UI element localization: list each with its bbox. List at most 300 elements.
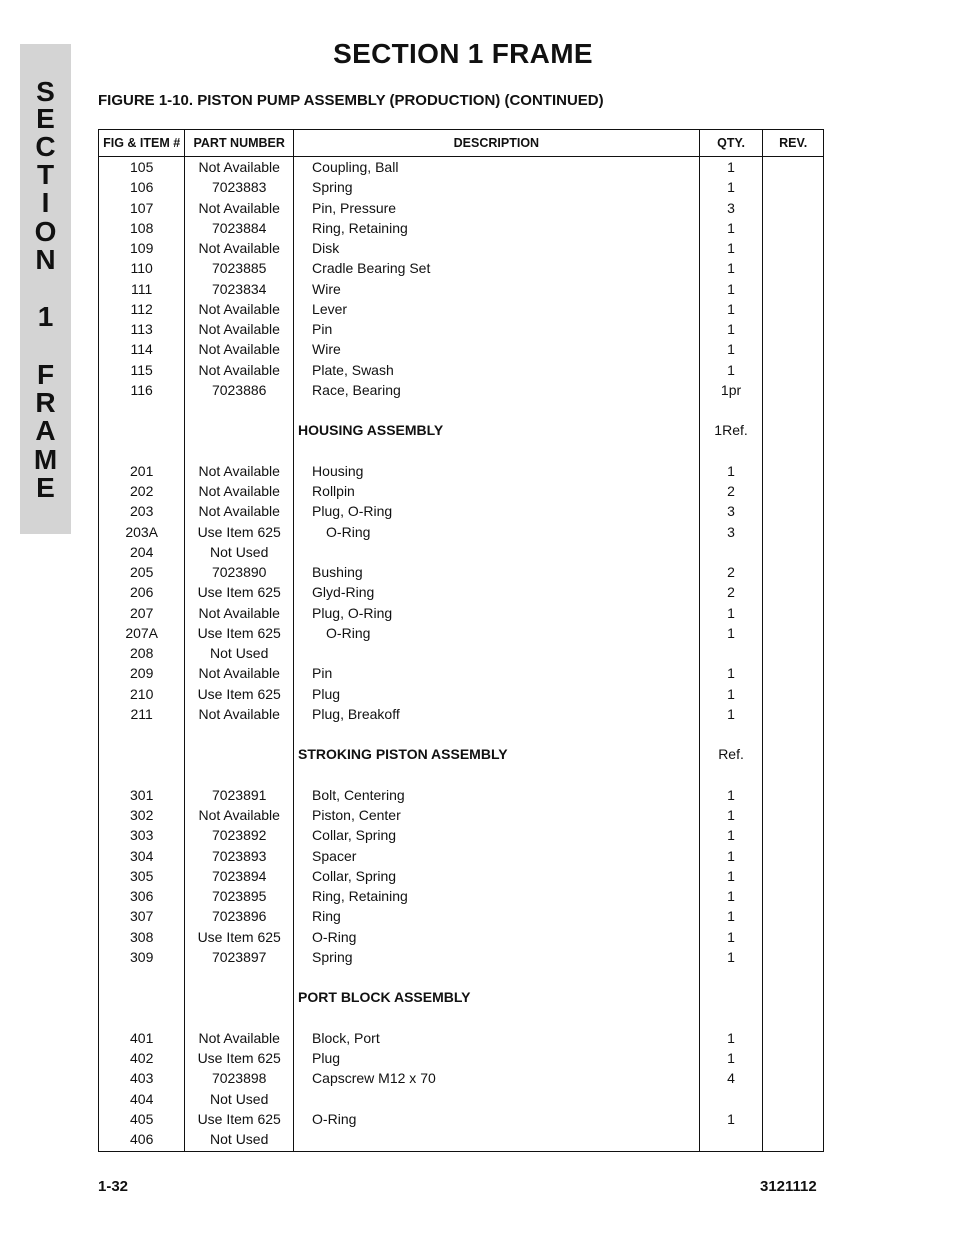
table-row (99, 1008, 824, 1028)
cell-part-number (185, 157, 294, 178)
cell-item-text: 206 (130, 584, 154, 601)
table-row (99, 744, 824, 764)
cell-qty-text: 3 (727, 199, 735, 216)
cell-qty-text: 1 (727, 462, 735, 479)
table-row (99, 441, 824, 461)
side-tab-letter: A (35, 415, 56, 446)
table-row (99, 704, 824, 724)
cell-part-number (185, 704, 294, 724)
cell-qty (699, 947, 763, 967)
cell-qty (699, 157, 763, 178)
table-row (99, 765, 824, 785)
cell-part-number (185, 461, 294, 481)
table-row (99, 177, 824, 197)
cell-part-number-text: 7023897 (211, 948, 267, 965)
cell-part-number (185, 299, 294, 319)
cell-description-text: Bolt, Centering (312, 786, 405, 803)
cell-item (99, 1008, 185, 1028)
cell-description (294, 441, 700, 461)
cell-qty (699, 1028, 763, 1048)
cell-part-number-text: Not Available (198, 321, 280, 338)
cell-qty (699, 177, 763, 197)
cell-description (294, 1109, 700, 1129)
cell-description (294, 258, 700, 278)
table-row (99, 805, 824, 825)
cell-part-number-text: Not Available (198, 503, 280, 520)
cell-description (294, 704, 700, 724)
cell-description (294, 643, 700, 663)
cell-item-text: 105 (130, 159, 154, 176)
cell-item-text: 111 (131, 280, 153, 297)
cell-item (99, 258, 185, 278)
cell-item (99, 623, 185, 643)
cell-rev (763, 157, 824, 178)
cell-rev (763, 501, 824, 521)
table-row (99, 886, 824, 906)
cell-item-text: 405 (130, 1110, 154, 1127)
cell-part-number (185, 218, 294, 238)
cell-qty (699, 663, 763, 683)
cell-qty (699, 501, 763, 521)
cell-rev (763, 542, 824, 562)
cell-qty-text: 1 (727, 685, 735, 702)
cell-part-number-text: 7023893 (211, 847, 267, 864)
cell-item (99, 684, 185, 704)
cell-part-number-text: Not Available (198, 807, 280, 824)
cell-rev (763, 1109, 824, 1129)
cell-item-text: 106 (130, 179, 154, 196)
cell-part-number (185, 1048, 294, 1068)
cell-rev (763, 704, 824, 724)
cell-qty-text: 1 (727, 867, 735, 884)
cell-item-text: 209 (130, 665, 154, 682)
cell-part-number-text: Not Available (198, 300, 280, 317)
cell-rev (763, 724, 824, 744)
cell-rev (763, 319, 824, 339)
cell-description (294, 420, 700, 440)
cell-qty (699, 623, 763, 643)
cell-part-number-text: Not Available (198, 159, 280, 176)
cell-description (294, 360, 700, 380)
table-row (99, 299, 824, 319)
cell-part-number (185, 1068, 294, 1088)
cell-qty-text: 1 (727, 665, 735, 682)
cell-item-text: 205 (130, 564, 154, 581)
cell-qty-text: 1 (727, 300, 735, 317)
cell-part-number-text: Not Available (198, 240, 280, 257)
cell-part-number (185, 663, 294, 683)
cell-qty-text: 1 (727, 948, 735, 965)
cell-rev (763, 258, 824, 278)
cell-rev (763, 947, 824, 967)
cell-item (99, 319, 185, 339)
cell-description-text: Wire (312, 341, 341, 358)
cell-part-number (185, 177, 294, 197)
cell-qty (699, 562, 763, 582)
cell-part-number (185, 522, 294, 542)
cell-item (99, 1089, 185, 1109)
cell-description-text: Plate, Swash (312, 361, 394, 378)
cell-item-text: 403 (130, 1070, 154, 1087)
cell-qty-text: 1 (727, 341, 735, 358)
cell-rev (763, 866, 824, 886)
cell-qty-text: 2 (727, 564, 735, 581)
cell-description-text: Capscrew M12 x 70 (312, 1070, 436, 1087)
cell-description (294, 744, 700, 764)
cell-item (99, 1129, 185, 1152)
cell-qty-text: 1 (727, 908, 735, 925)
cell-part-number (185, 987, 294, 1007)
cell-rev (763, 481, 824, 501)
cell-part-number (185, 279, 294, 299)
cell-description-text: Plug, Breakoff (312, 705, 400, 722)
cell-part-number-text: 7023898 (211, 1070, 267, 1087)
cell-part-number (185, 198, 294, 218)
cell-rev (763, 805, 824, 825)
cell-qty-text: 1 (727, 260, 735, 277)
cell-description-text: Plug (312, 1050, 341, 1067)
header-description: DESCRIPTION (294, 130, 700, 157)
cell-part-number-text: Not Available (198, 604, 280, 621)
cell-part-number-text: 7023886 (211, 381, 267, 398)
side-tab-letter: I (41, 187, 50, 218)
cell-item (99, 380, 185, 400)
cell-description-text: Ring, Retaining (312, 219, 408, 236)
cell-description (294, 319, 700, 339)
cell-qty (699, 481, 763, 501)
cell-description (294, 380, 700, 400)
cell-qty (699, 785, 763, 805)
cell-part-number (185, 724, 294, 744)
cell-part-number (185, 481, 294, 501)
cell-part-number-text: Use Item 625 (197, 928, 281, 945)
cell-description-text (298, 1091, 312, 1107)
cell-description (294, 785, 700, 805)
cell-qty (699, 765, 763, 785)
cell-item (99, 1109, 185, 1129)
cell-item (99, 947, 185, 967)
cell-rev (763, 441, 824, 461)
side-tab-letter: F (36, 359, 55, 390)
cell-part-number-text: Not Used (210, 645, 269, 662)
header-part-number: PART NUMBER (185, 130, 294, 157)
cell-rev (763, 1129, 824, 1152)
cell-description (294, 177, 700, 197)
cell-part-number-text: Not Available (198, 199, 280, 216)
cell-part-number-text: 7023834 (211, 280, 267, 297)
cell-part-number (185, 258, 294, 278)
cell-item (99, 603, 185, 623)
table-row (99, 967, 824, 987)
cell-qty-text: 4 (727, 1070, 735, 1087)
cell-description (294, 279, 700, 299)
table-row (99, 906, 824, 926)
cell-description-text: O-Ring (312, 1110, 357, 1127)
cell-part-number-text: Not Available (198, 483, 280, 500)
table-row (99, 927, 824, 947)
cell-qty-text: 1 (727, 786, 735, 803)
cell-rev (763, 684, 824, 704)
cell-qty (699, 704, 763, 724)
cell-item-text: 109 (130, 240, 154, 257)
cell-description-text: Lever (312, 300, 348, 317)
side-tab-letter: C (35, 131, 56, 162)
cell-item-text: 113 (130, 321, 153, 338)
cell-item-text: 302 (130, 807, 154, 824)
cell-part-number-text: Not Available (198, 705, 280, 722)
cell-part-number-text: 7023895 (211, 888, 267, 905)
cell-part-number (185, 866, 294, 886)
cell-part-number-text: Not Available (198, 1029, 280, 1046)
cell-part-number (185, 643, 294, 663)
cell-qty (699, 400, 763, 420)
cell-description-text (298, 1010, 312, 1026)
cell-description (294, 1129, 700, 1152)
cell-description-text: Collar, Spring (312, 827, 397, 844)
cell-part-number-text: Not Used (210, 1131, 269, 1147)
cell-item-text: 402 (130, 1050, 154, 1067)
cell-description-text: Race, Bearing (312, 381, 401, 398)
cell-item (99, 198, 185, 218)
cell-item (99, 866, 185, 886)
cell-qty (699, 461, 763, 481)
cell-item-text: 308 (130, 928, 154, 945)
cell-description (294, 684, 700, 704)
cell-description-text (298, 645, 312, 661)
cell-part-number (185, 1109, 294, 1129)
cell-item (99, 765, 185, 785)
cell-rev (763, 744, 824, 764)
table-row (99, 339, 824, 359)
cell-rev (763, 380, 824, 400)
cell-item (99, 846, 185, 866)
table-row (99, 522, 824, 542)
cell-qty-text: 1 (727, 159, 735, 176)
cell-part-number-text: Not Available (198, 341, 280, 358)
cell-description (294, 846, 700, 866)
cell-part-number (185, 238, 294, 258)
table-row (99, 987, 824, 1007)
table-row (99, 420, 824, 440)
header-rev: REV. (763, 130, 824, 157)
figure-title: FIGURE 1-10. PISTON PUMP ASSEMBLY (PRODUCTION) (CONTINUED) (98, 92, 604, 109)
cell-description (294, 1028, 700, 1048)
cell-qty (699, 846, 763, 866)
cell-description (294, 623, 700, 643)
cell-rev (763, 522, 824, 542)
cell-item (99, 927, 185, 947)
cell-qty-text: 1 (727, 928, 735, 945)
cell-description-text (298, 1131, 312, 1147)
cell-description-text: Pin (312, 665, 333, 682)
cell-description-text: O-Ring (312, 928, 357, 945)
cell-part-number-text: 7023894 (211, 867, 267, 884)
cell-rev (763, 927, 824, 947)
cell-qty (699, 1048, 763, 1068)
table-row (99, 400, 824, 420)
cell-rev (763, 177, 824, 197)
cell-qty (699, 441, 763, 461)
cell-part-number (185, 967, 294, 987)
cell-part-number (185, 582, 294, 602)
cell-item-text: 211 (130, 705, 153, 722)
cell-description (294, 299, 700, 319)
cell-rev (763, 218, 824, 238)
cell-rev (763, 1089, 824, 1109)
cell-rev (763, 643, 824, 663)
cell-qty-text: 1 (727, 280, 735, 297)
cell-qty (699, 1089, 763, 1109)
table-row (99, 1089, 824, 1109)
cell-description-text: Spacer (312, 847, 357, 864)
cell-description-text: Spring (312, 179, 353, 196)
cell-qty (699, 805, 763, 825)
table-row (99, 947, 824, 967)
cell-description (294, 603, 700, 623)
cell-description (294, 238, 700, 258)
cell-qty-text: 1 (727, 1029, 735, 1046)
cell-qty-text: 1 (727, 361, 735, 378)
cell-part-number-text: 7023885 (211, 260, 267, 277)
table-row (99, 582, 824, 602)
table-row (99, 562, 824, 582)
cell-part-number (185, 846, 294, 866)
page-number: 1-32 (98, 1178, 129, 1195)
cell-item-text: 115 (130, 361, 153, 378)
cell-rev (763, 987, 824, 1007)
table-row (99, 1028, 824, 1048)
cell-part-number (185, 1129, 294, 1152)
cell-qty-text: 1 (727, 604, 735, 621)
page-title: SECTION 1 FRAME (333, 38, 593, 69)
cell-item-text: 404 (130, 1090, 154, 1107)
cell-description-text: Ring, Retaining (312, 888, 408, 905)
cell-item (99, 582, 185, 602)
cell-description-text: Plug (312, 685, 341, 702)
cell-rev (763, 420, 824, 440)
cell-item-text: 201 (130, 462, 154, 479)
cell-rev (763, 886, 824, 906)
cell-qty (699, 380, 763, 400)
cell-item-text: 303 (130, 827, 154, 844)
cell-qty (699, 927, 763, 947)
cell-part-number-text: 7023884 (211, 219, 267, 236)
cell-qty-text: 1 (727, 847, 735, 864)
table-row (99, 846, 824, 866)
cell-qty (699, 258, 763, 278)
cell-rev (763, 825, 824, 845)
cell-qty-text: 1 (727, 1050, 735, 1067)
table-row (99, 238, 824, 258)
table-row (99, 724, 824, 744)
cell-qty-text: 1 (727, 807, 735, 824)
cell-qty (699, 319, 763, 339)
cell-item-text: 208 (130, 645, 154, 662)
cell-part-number-text: Use Item 625 (197, 584, 281, 601)
cell-description (294, 218, 700, 238)
cell-description (294, 765, 700, 785)
cell-description (294, 339, 700, 359)
cell-description-text: HOUSING ASSEMBLY (298, 422, 444, 439)
cell-description (294, 886, 700, 906)
cell-qty (699, 339, 763, 359)
cell-rev (763, 967, 824, 987)
cell-description (294, 1089, 700, 1109)
cell-part-number-text: 7023890 (211, 564, 267, 581)
cell-item (99, 704, 185, 724)
cell-item (99, 400, 185, 420)
table-row (99, 360, 824, 380)
cell-item-text: 203 (130, 503, 154, 520)
cell-qty-text: 1pr (720, 381, 742, 398)
cell-qty (699, 420, 763, 440)
cell-part-number (185, 441, 294, 461)
table-row (99, 1068, 824, 1088)
cell-part-number-text: Use Item 625 (197, 523, 281, 540)
table-row (99, 866, 824, 886)
cell-rev (763, 461, 824, 481)
cell-item (99, 785, 185, 805)
cell-item-text: 112 (130, 300, 153, 317)
cell-description (294, 481, 700, 501)
side-tab-letter: E (36, 472, 55, 503)
cell-qty (699, 886, 763, 906)
cell-rev (763, 906, 824, 926)
side-tab-letter: N (35, 244, 56, 275)
cell-item-text: 202 (130, 483, 154, 500)
cell-item (99, 643, 185, 663)
cell-part-number (185, 744, 294, 764)
table-row (99, 157, 824, 178)
cell-rev (763, 238, 824, 258)
cell-part-number (185, 319, 294, 339)
cell-qty (699, 967, 763, 987)
cell-item (99, 279, 185, 299)
cell-description (294, 663, 700, 683)
cell-item (99, 967, 185, 987)
cell-part-number (185, 360, 294, 380)
cell-description-text: Plug, O-Ring (312, 503, 393, 520)
cell-rev (763, 400, 824, 420)
table-row (99, 1109, 824, 1129)
cell-qty (699, 825, 763, 845)
cell-part-number-text: Use Item 625 (197, 624, 281, 641)
cell-description-text: O-Ring (326, 523, 371, 540)
table-row (99, 319, 824, 339)
cell-part-number-text: Not Used (210, 543, 269, 560)
cell-description-text: Block, Port (312, 1029, 380, 1046)
cell-description-text: Glyd-Ring (312, 584, 375, 601)
cell-qty (699, 360, 763, 380)
table-row (99, 542, 824, 562)
cell-item (99, 663, 185, 683)
cell-item (99, 420, 185, 440)
cell-description (294, 501, 700, 521)
parts-table-body (99, 157, 824, 1152)
table-row (99, 785, 824, 805)
cell-item (99, 825, 185, 845)
cell-qty-text: 1 (727, 1110, 735, 1127)
table-row (99, 380, 824, 400)
cell-item-text: 203A (125, 523, 159, 540)
cell-item (99, 441, 185, 461)
cell-part-number (185, 1089, 294, 1109)
cell-item (99, 299, 185, 319)
cell-description (294, 400, 700, 420)
table-row (99, 623, 824, 643)
cell-item-text: 210 (130, 685, 154, 702)
table-header-row (99, 130, 824, 157)
